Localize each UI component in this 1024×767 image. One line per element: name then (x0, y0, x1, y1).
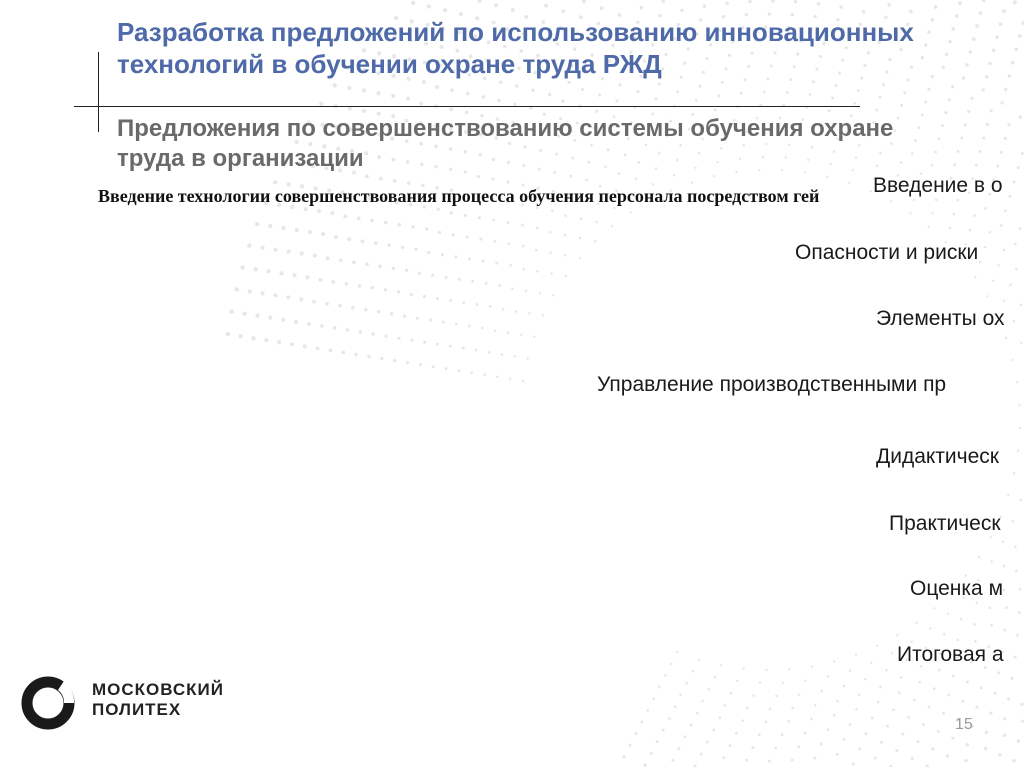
logo-line-2: ПОЛИТЕХ (92, 700, 182, 719)
vertical-rule (98, 52, 99, 132)
list-item: Управление производственными пр (597, 373, 947, 396)
list-item: Оценка м (910, 577, 1004, 600)
page-number: 15 (955, 716, 973, 733)
logo-line-1: МОСКОВСКИЙ (92, 680, 224, 699)
polytech-logo-icon (18, 673, 78, 733)
horizontal-rule (74, 106, 860, 107)
slide-title: Разработка предложений по использованию инновационных технологий в обучении охране труда РЖД (117, 17, 914, 79)
list-item: Практическ (889, 512, 1001, 535)
lead-text: Введение технологии совершенствования процесса обучения персонала посредством гей (98, 186, 820, 206)
logo-wordmark (92, 680, 224, 720)
list-item: Дидактическ (876, 445, 999, 468)
list-item: Итоговая а (897, 643, 1004, 666)
list-item: Элементы ох (876, 307, 1005, 330)
slide-subtitle: Предложения по совершенствованию системы обучения охране труда в организации (117, 115, 894, 172)
list-item: Опасности и риски (795, 241, 979, 264)
list-item: Введение в о (873, 174, 1003, 197)
